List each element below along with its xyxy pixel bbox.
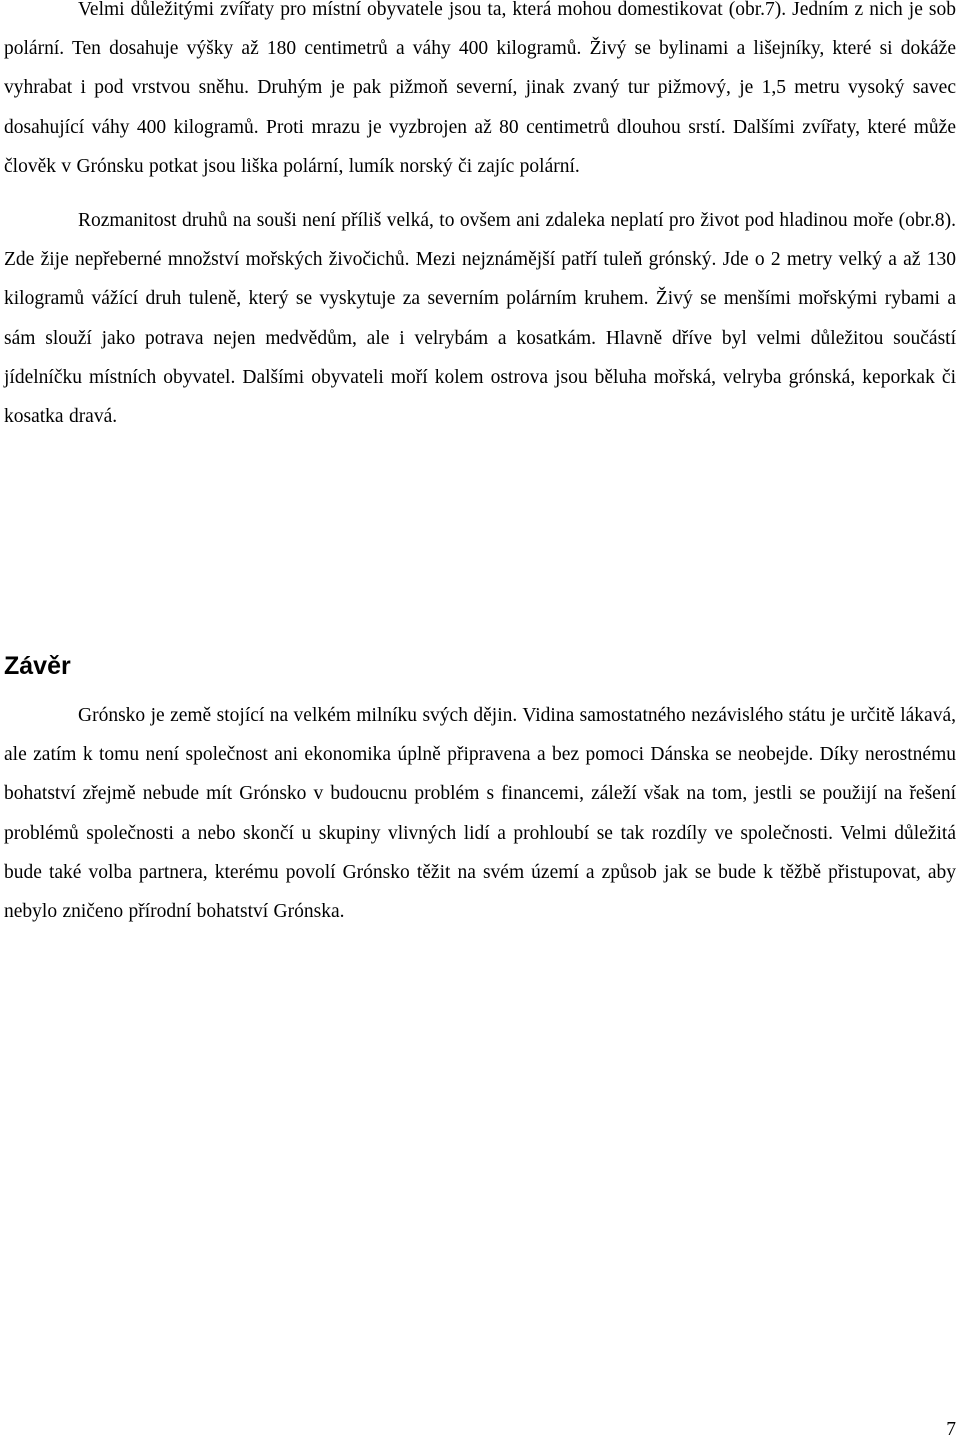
paragraph-marine-life: Rozmanitost druhů na souši není příliš velká, to ovšem ani zdaleka neplatí pro život pod hladinou moře (obr.8). Zde žije nepřeberné množství mořských živočichů. Mezi nejznámější patří tuleň grónský. Jde o 2 metry velký a až 130 kilogramů vážící druh tuleně, který se vyskytuje za severním polárním kruhem. Živý se menšími mořskými rybami a sám slouží jako potrava nejen medvědům, ale i velrybám a kosatkám. Hlavně dříve byl velmi důležitou součástí jídelníčku místních obyvatel. Dalšími obyvateli moří kolem ostrova jsou běluha mořská, velryba grónská, keporkak či kosatka dravá. — [4, 210, 956, 428]
document-page — [4, 0, 956, 923]
section-heading-conclusion: Závěr — [4, 652, 71, 680]
paragraph-conclusion: Grónsko je země stojící na velkém milníku svých dějin. Vidina samostatného nezávislého státu je určitě lákavá, ale zatím k tomu není společnost ani ekonomika úplně připravena a bez pomoci Dánska se neobejde. Díky nerostnému bohatství zřejmě nebude mít Grónsko v budoucnu problém s financemi, záleží však na tom, jestli se použijí na řešení problémů společnosti a nebo skončí u skupiny vlivných lidí a prohloubí se tak rozdíly ve společnosti. Velmi důležitá bude také volba partnera, kterému povolí Grónsko těžit na svém území a způsob jak se bude k těžbě přistupovat, aby nebylo zničeno přírodní bohatství Grónska. — [4, 705, 956, 923]
paragraph-domestic-animals: Velmi důležitými zvířaty pro místní obyvatele jsou ta, která mohou domestikovat (obr.7). Jedním z nich je sob polární. Ten dosahuje výšky až 180 centimetrů a váhy 400 kilogramů. Živý se bylinami a lišejníky, které si dokáže vyhrabat i pod vrstvou sněhu. Druhým je pak pižmoň severní, jinak zvaný tur pižmový, je 1,5 metru vysoký savec dosahující váhy 400 kilogramů. Proti mrazu je vyzbrojen až 80 centimetrů dlouhou srstí. Dalšími zvířaty, které může člověk v Grónsku potkat jsou liška polární, lumík norský či zajíc polární. — [4, 0, 956, 177]
page-number: 7 — [946, 1419, 956, 1440]
